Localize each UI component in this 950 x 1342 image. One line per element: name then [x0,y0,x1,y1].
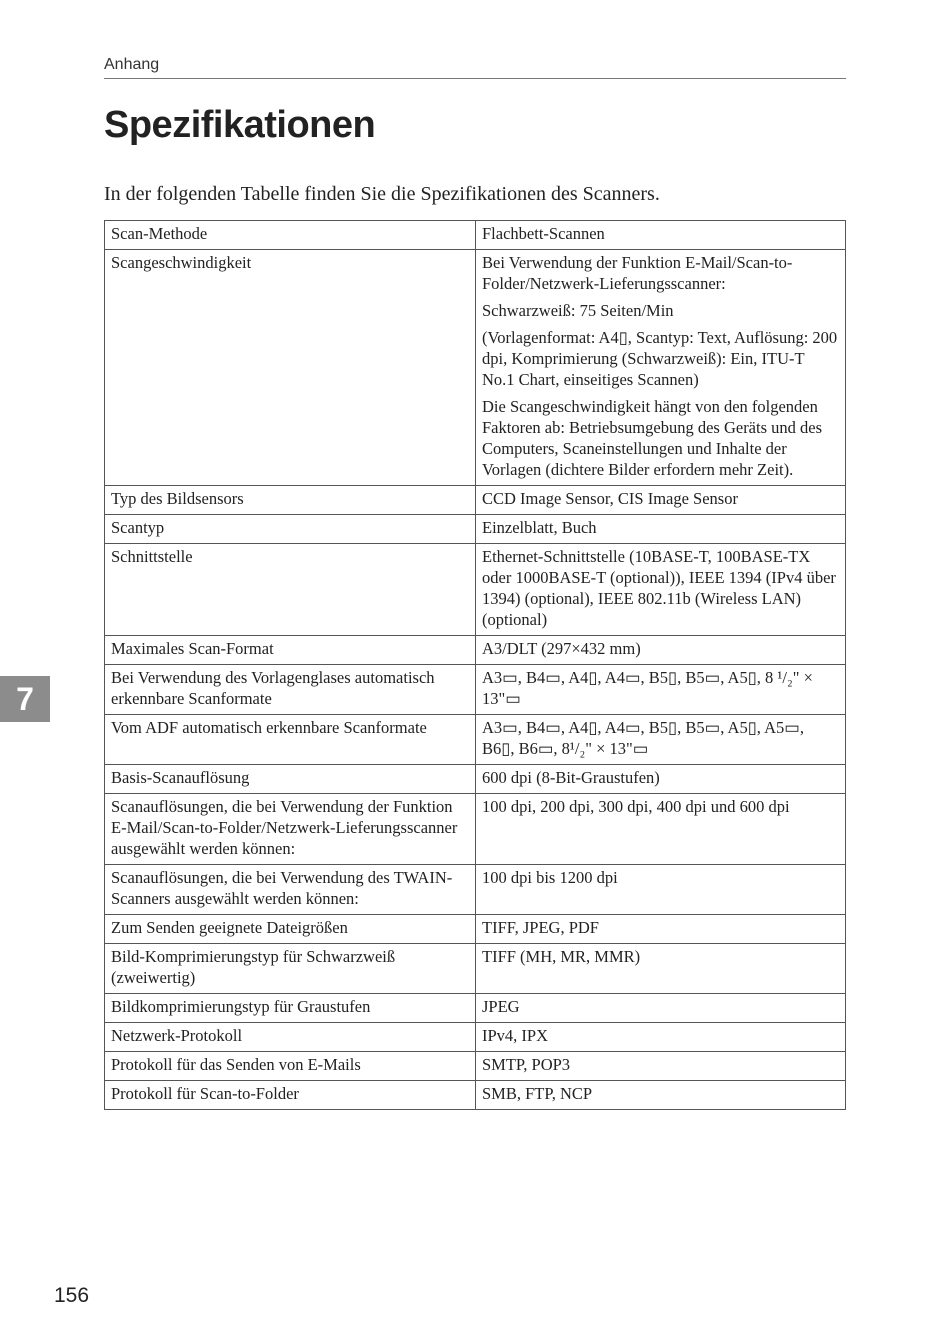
spec-value-text: A3▭, B4▭, A4▯, A4▭, B5▯, B5▭, A5▯, A5▭, B6▯, B6▭, 8¹/₂" × 13"▭ [482,718,805,758]
spec-label-cell: Zum Senden geeignete Dateigrößen [105,915,476,944]
spec-value-text: TIFF (MH, MR, MMR) [482,947,641,966]
table-row [105,794,846,865]
spec-label-cell: Bildkomprimierungstyp für Graustufen [105,994,476,1023]
intro-text: In der folgenden Tabelle finden Sie die Spezifikationen des Scanners. [104,183,660,205]
spec-value-cell [476,544,846,636]
spec-value-text: CCD Image Sensor, CIS Image Sensor [482,489,738,508]
table-row [105,994,846,1023]
page-title: Spezifikationen [104,104,376,146]
spec-value-text: A3/DLT (297×432 mm) [482,639,641,658]
spec-label-cell: Scanauflösungen, die bei Verwendung der Funktion E-Mail/Scan-to-Folder/Netzwerk-Lieferungsscanner ausgewählt werden können: [105,794,476,865]
spec-label-cell: Vom ADF automatisch erkennbare Scanformate [105,715,476,765]
spec-value-cell [476,715,846,765]
chapter-tab: 7 [0,676,50,722]
spec-value-cell [476,994,846,1023]
spec-value-text: Die Scangeschwindigkeit hängt von den folgenden Faktoren ab: Betriebsumgebung des Geräts und des Computers, Scaneinstellungen und Inhalte der Vorlagen (dichtere Bilder erfordern mehr Zeit). [482,397,823,479]
spec-value-text: TIFF, JPEG, PDF [482,918,599,937]
spec-value-cell [476,944,846,994]
spec-value-text: IPv4, IPX [482,1026,549,1045]
spec-value-text: JPEG [482,997,520,1016]
spec-value-text: Schwarzweiß: 75 Seiten/Min [482,301,674,320]
table-row [105,1052,846,1081]
spec-value-text: 100 dpi, 200 dpi, 300 dpi, 400 dpi und 600 dpi [482,797,790,816]
spec-label-cell: Basis-Scanauflösung [105,765,476,794]
spec-label-cell: Scan-Methode [105,221,476,250]
spec-value-text: A3▭, B4▭, A4▯, A4▭, B5▯, B5▭, A5▯, 8 ¹/₂" × 13"▭ [482,668,813,708]
table-row [105,636,846,665]
page-number: 156 [54,1284,90,1307]
spec-value-cell [476,665,846,715]
table-row [105,515,846,544]
header-divider [104,78,846,79]
spec-value-text: 100 dpi bis 1200 dpi [482,868,618,887]
spec-value-text: (Vorlagenformat: A4▯, Scantyp: Text, Auflösung: 200 dpi, Komprimierung (Schwarzweiß): Ein, ITU-T No.1 Chart, einseitiges Scannen) [482,328,838,389]
specifications-table [104,220,846,1110]
spec-label-cell: Protokoll für das Senden von E-Mails [105,1052,476,1081]
table-row [105,915,846,944]
spec-value-text: Einzelblatt, Buch [482,518,597,537]
table-row [105,486,846,515]
spec-value-cell [476,221,846,250]
table-row [105,944,846,994]
spec-value-cell [476,1081,846,1110]
spec-label-cell: Bild-Komprimierungstyp für Schwarzweiß (zweiwertig) [105,944,476,994]
specifications-table-body [105,221,846,1110]
spec-value-cell [476,486,846,515]
table-row [105,715,846,765]
spec-value-text: Ethernet-Schnittstelle (10BASE-T, 100BASE-TX oder 1000BASE-T (optional)), IEEE 1394 (IPv4 über 1394) (optional), IEEE 802.11b (Wireless LAN) (optional) [482,547,836,629]
spec-label-cell: Maximales Scan-Format [105,636,476,665]
running-header: Anhang [104,56,160,73]
spec-label-cell: Scantyp [105,515,476,544]
spec-value-text: SMB, FTP, NCP [482,1084,593,1103]
table-row [105,665,846,715]
table-row [105,1081,846,1110]
spec-value-cell [476,1023,846,1052]
spec-value-cell [476,915,846,944]
spec-value-cell [476,1052,846,1081]
spec-value-text: SMTP, POP3 [482,1055,571,1074]
table-row [105,865,846,915]
table-row [105,250,846,486]
spec-label-cell: Netzwerk-Protokoll [105,1023,476,1052]
spec-value-text: Flachbett-Scannen [482,224,605,243]
spec-value-cell [476,865,846,915]
spec-value-cell [476,765,846,794]
spec-value-cell [476,250,846,486]
spec-value-text: Bei Verwendung der Funktion E-Mail/Scan-to-Folder/Netzwerk-Lieferungsscanner: [482,253,793,293]
table-row [105,221,846,250]
spec-value-text: 600 dpi (8-Bit-Graustufen) [482,768,660,787]
table-row [105,765,846,794]
spec-label-cell: Bei Verwendung des Vorlagenglases automatisch erkennbare Scanformate [105,665,476,715]
spec-value-cell [476,515,846,544]
spec-label-cell: Schnittstelle [105,544,476,636]
spec-value-cell [476,636,846,665]
spec-label-cell: Scanauflösungen, die bei Verwendung des TWAIN-Scanners ausgewählt werden können: [105,865,476,915]
table-row [105,1023,846,1052]
spec-value-cell [476,794,846,865]
spec-label-cell: Typ des Bildsensors [105,486,476,515]
table-row [105,544,846,636]
spec-label-cell: Protokoll für Scan-to-Folder [105,1081,476,1110]
spec-label-cell: Scangeschwindigkeit [105,250,476,486]
